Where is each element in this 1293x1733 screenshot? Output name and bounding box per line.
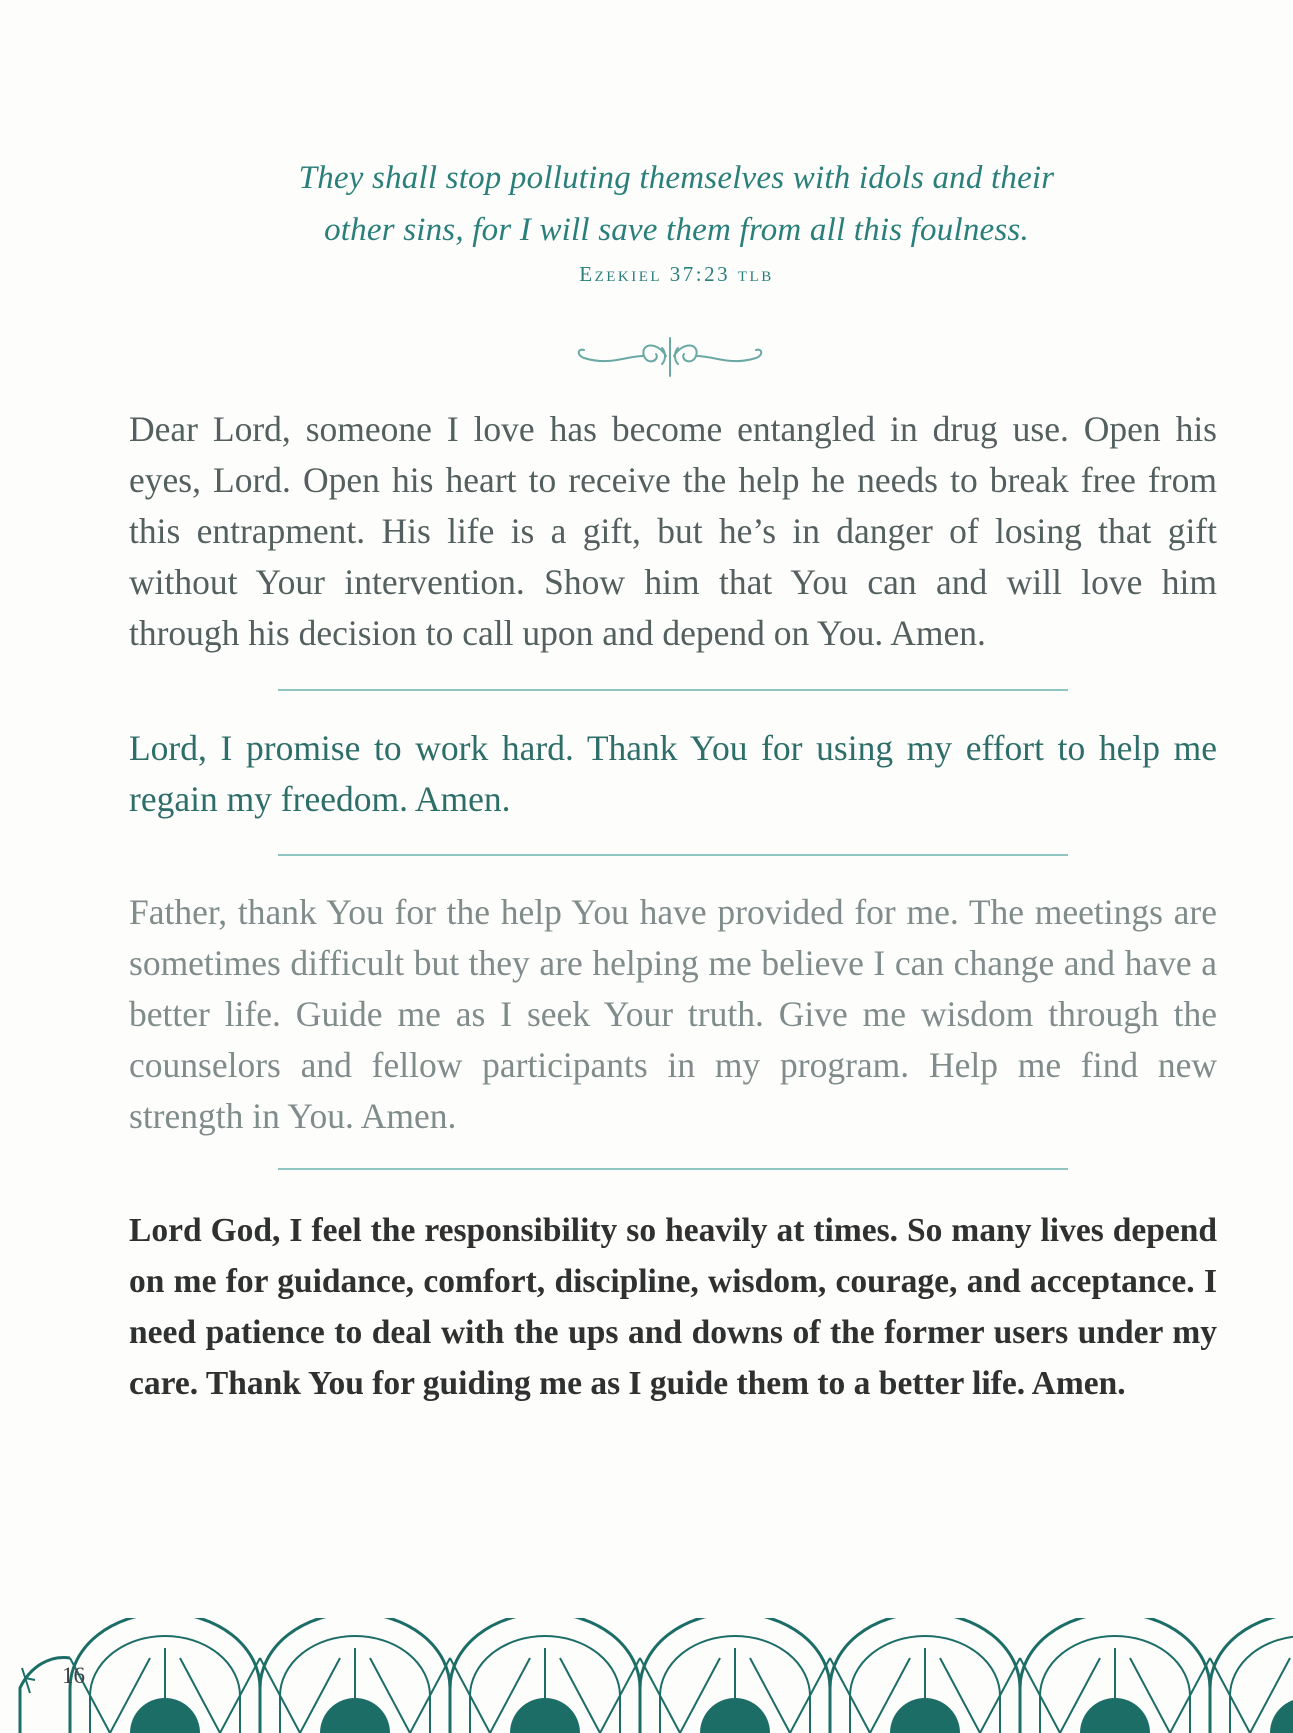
flourish-ornament-icon [570, 330, 770, 382]
page-number: 16 [62, 1663, 85, 1688]
prayer-paragraph: Lord, I promise to work hard. Thank You for using my effort to help me regain my freedom. Amen. [129, 728, 1217, 819]
verse-reference: Ezekiel 37:23 tlb [579, 262, 774, 286]
prayer-paragraph: Lord God, I feel the responsibility so heavily at times. So many lives depend on me for guidance, comfort, discipline, wisdom, courage, and acceptance. I need patience to deal with the ups and downs of the former users under my care. Thank You for guiding me as I guide them to a better life. Amen. [129, 1212, 1217, 1402]
prayer-paragraph: Father, thank You for the help You have provided for me. The meetings are sometimes difficult but they are helping me believe I can change and have a better life. Guide me as I seek Your truth. Give me wisdom through the counselors and fellow participants in my program. Help me find new strength in You. Amen. [129, 892, 1217, 1136]
divider-rule [278, 854, 1068, 856]
scripture-verse [180, 152, 1173, 256]
verse-line-1: They shall stop polluting themselves with idols and their [298, 160, 1055, 196]
divider-rule [278, 1168, 1068, 1170]
divider-rule [278, 689, 1068, 691]
decorative-fan-border [0, 1618, 1293, 1733]
verse-line-2: other sins, for I will save them from all this foulness. [324, 212, 1029, 248]
prayer-paragraph: Dear Lord, someone I love has become entangled in drug use. Open his eyes, Lord. Open his heart to receive the help he needs to break free from this entrapment. His life is a gift, but he’s in danger of losing that gift without Your intervention. Show him that You can and will love him through his decision to call upon and depend on You. Amen. [129, 409, 1217, 653]
